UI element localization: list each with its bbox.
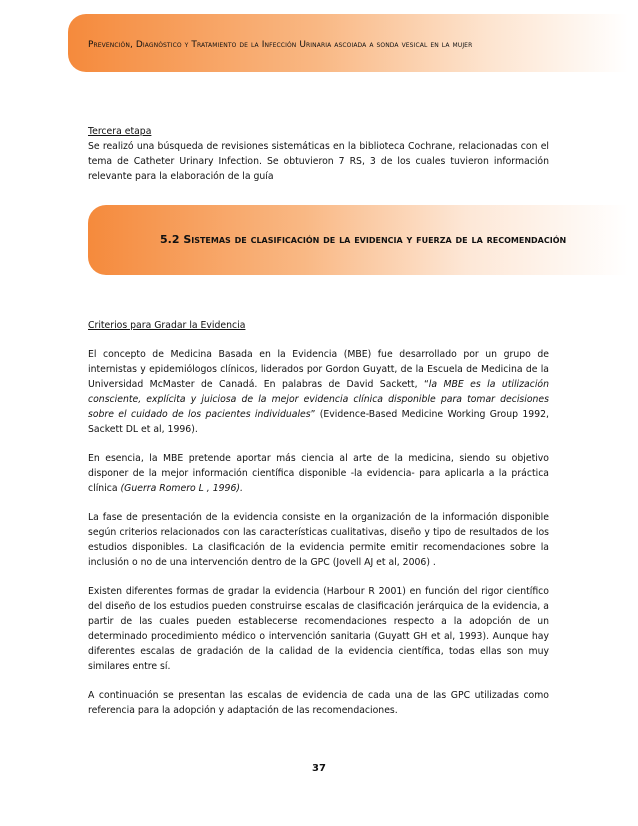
running-header: Prevención, Diagnóstico y Tratamiento de la Infección Urinaria ascoiada a sonda vesical en la mujer [88, 40, 473, 50]
tercera-etapa-paragraph: Se realizó una búsqueda de revisiones sistemáticas en la biblioteca Cochrane, relacionadas con el tema de Catheter Urinary Infection. Se obtuvieron 7 RS, 3 de los cuales tuvieron información relevante para la elaboración de la guía [88, 141, 549, 182]
guerra-citation: (Guerra Romero L , 1996). [120, 483, 243, 494]
paragraph-mbe-citation: ” (Evidence-Based Medicine Working Group 1992, Sackett DL et al, 1996). [88, 409, 549, 435]
section-title: 5.2 Sistemas de clasificación de la evidencia y fuerza de la recomendación [160, 233, 567, 246]
paragraph-presentation: La fase de presentación de la evidencia consiste en la organización de la información disponible según criterios relacionados con las características cualitativas, diseño y tipo de resultados de los estudios disponibles. La clasificación de la evidencia permite emitir recomendaciones sobre la inclusión o no de una intervención dentro de la GPC (Jovell AJ et al, 2006) . [88, 512, 549, 568]
paragraph-essence-text: En esencia, la MBE pretende aportar más ciencia al arte de la medicina, siendo su objetivo disponer de la mejor información científica disponible -la evidencia- para aplicarla a la práctica clínica [88, 453, 549, 494]
criterios-section [88, 318, 549, 718]
paragraph-mbe-concept [88, 347, 549, 437]
tercera-etapa-section [88, 124, 549, 184]
sackett-quote: la MBE es la utilización consciente, explícita y juiciosa de la mejor evidencia clínica disponible para tomar decisiones sobre el cuidado de los pacientes individuales [88, 379, 549, 420]
paragraph-mbe-essence [88, 451, 549, 496]
criterios-heading: Criterios para Gradar la Evidencia [88, 320, 246, 331]
tercera-etapa-heading: Tercera etapa [88, 126, 152, 137]
paragraph-mbe-text: El concepto de Medicina Basada en la Evidencia (MBE) fue desarrollado por un grupo de internistas y epidemiólogos clínicos, liderados por Gordon Guyatt, de la Escuela de Medicina de la Universidad McMaster de Canadá. En palabras de David Sackett, “ [88, 349, 549, 390]
paragraph-grading: Existen diferentes formas de gradar la evidencia (Harbour R 2001) en función del rigor científico del diseño de los estudios pueden construirse escalas de clasificación jerárquica de la evidencia, a partir de las cuales pueden establecerse recomendaciones respecto a la adopción de un determinado procedimiento médico o intervención sanitaria (Guyatt GH et al, 1993). Aunque hay diferentes escalas de gradación de la calidad de la evidencia científica, todas ellas son muy similares entre sí. [88, 586, 549, 672]
page-number: 37 [312, 763, 326, 774]
paragraph-scales: A continuación se presentan las escalas de evidencia de cada una de las GPC utilizadas como referencia para la adopción y adaptación de las recomendaciones. [88, 690, 549, 716]
